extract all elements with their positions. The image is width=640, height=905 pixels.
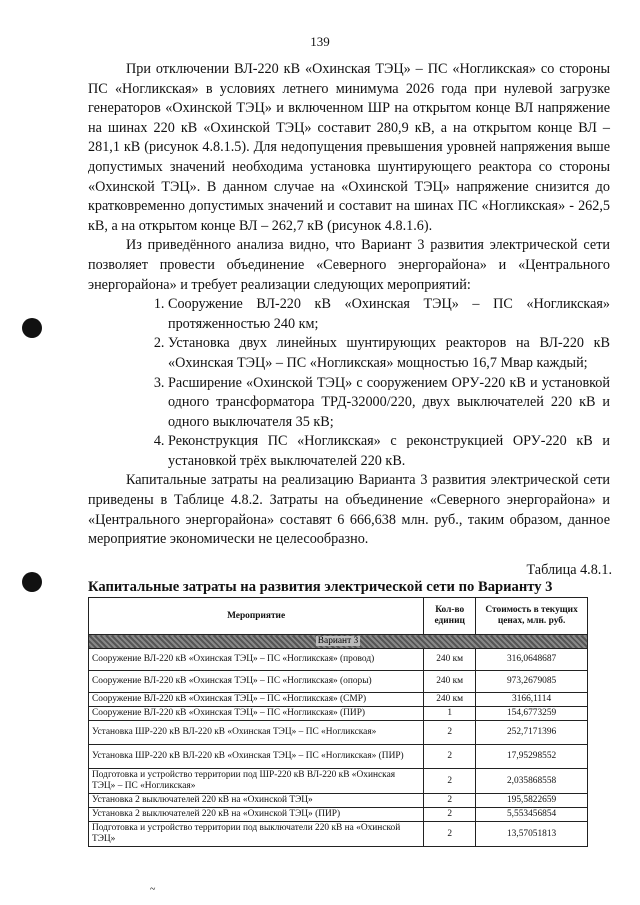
table-cell: 2	[424, 769, 476, 794]
column-header: Стоимость в текущих ценах, млн. руб.	[476, 598, 588, 635]
table-cell: 195,5822659	[476, 794, 588, 808]
table-row	[89, 671, 588, 693]
table-cell: 2	[424, 745, 476, 769]
table-cell: 2,035868558	[476, 769, 588, 794]
table-title: Капитальные затраты на развития электрической сети по Варианту 3	[88, 579, 553, 595]
list-item: 1. Сооружение ВЛ-220 кВ «Охинская ТЭЦ» – ПС «Ногликская» протяженностью 240 км;	[168, 295, 610, 334]
table-cell: 316,0648687	[476, 649, 588, 671]
table-cell: 2	[424, 721, 476, 745]
table-cell: 973,2679085	[476, 671, 588, 693]
table-cell: 2	[424, 822, 476, 847]
table-cell: 240 км	[424, 693, 476, 707]
variant-row	[89, 635, 588, 649]
list-item: 4. Реконструкция ПС «Ногликская» с реконструкцией ОРУ-220 кВ и установкой трёх выключателей 220 кВ.	[168, 432, 610, 471]
table-cell: 5,553456854	[476, 808, 588, 822]
table-cell: 2	[424, 794, 476, 808]
table-cell: Установка ШР-220 кВ ВЛ-220 кВ «Охинская ТЭЦ» – ПС «Ногликская»	[89, 721, 424, 745]
table-row	[89, 822, 588, 847]
table-row	[89, 693, 588, 707]
paragraph: Капитальные затраты на реализацию Варианта 3 развития электрической сети приведены в Таблице 4.8.2. Затраты на объединение «Северного энергорайона» и «Центрального энергорайона» составят 6 666,638 млн. руб., таким образом, данное мероприятие экономически не целесообразно.	[88, 472, 610, 548]
table-cell: 13,57051813	[476, 822, 588, 847]
binder-hole-bottom	[22, 572, 42, 592]
measures-list	[88, 295, 610, 471]
table-cell: 154,6773259	[476, 707, 588, 721]
table-cell: 17,95298552	[476, 745, 588, 769]
table-row	[89, 794, 588, 808]
table-row	[89, 769, 588, 794]
table-row	[89, 808, 588, 822]
binder-hole-top	[22, 318, 42, 338]
column-header: Мероприятие	[89, 598, 424, 635]
body-text	[88, 60, 610, 550]
table-row	[89, 649, 588, 671]
table-cell: Подготовка и устройство территории под ШР-220 кВ ВЛ-220 кВ «Охинская ТЭЦ» – ПС «Ногликская»	[89, 769, 424, 794]
column-header: Кол-во единиц	[424, 598, 476, 635]
table-cell: 240 км	[424, 671, 476, 693]
footer-mark: ~	[150, 884, 156, 895]
table-cell: Установка 2 выключателей 220 кВ на «Охинской ТЭЦ»	[89, 794, 424, 808]
table-cell: Сооружение ВЛ-220 кВ «Охинская ТЭЦ» – ПС «Ногликская» (провод)	[89, 649, 424, 671]
page-number: 139	[310, 34, 330, 49]
table-row	[89, 745, 588, 769]
table-cell: Сооружение ВЛ-220 кВ «Охинская ТЭЦ» – ПС «Ногликская» (ПИР)	[89, 707, 424, 721]
table-cell: Подготовка и устройство территории под выключатели 220 кВ на «Охинской ТЭЦ»	[89, 822, 424, 847]
table-label: Таблица 4.8.1.	[526, 562, 612, 578]
variant-label: Вариант 3	[317, 636, 359, 646]
table-cell: 1	[424, 707, 476, 721]
table-cell: Установка ШР-220 кВ ВЛ-220 кВ «Охинская ТЭЦ» – ПС «Ногликская» (ПИР)	[89, 745, 424, 769]
table-cell: 3166,1114	[476, 693, 588, 707]
table-cell: 2	[424, 808, 476, 822]
list-item: 2. Установка двух линейных шунтирующих реакторов на ВЛ-220 кВ «Охинская ТЭЦ» – ПС «Ногликская» мощностью 16,7 Мвар каждый;	[168, 334, 610, 373]
list-item: 3. Расширение «Охинской ТЭЦ» с сооружением ОРУ-220 кВ и установкой одного трансформатора ТРД-32000/220, двух выключателей 220 кВ и одного выключателя 35 кВ;	[168, 374, 610, 433]
capex-table	[88, 597, 588, 847]
table-cell: 252,7171396	[476, 721, 588, 745]
table-row	[89, 721, 588, 745]
paragraph: При отключении ВЛ-220 кВ «Охинская ТЭЦ» – ПС «Ногликская» со стороны ПС «Ногликская» в условиях летнего минимума 2026 года при нулевой загрузке генераторов «Охинской ТЭЦ» и включенном ШР на открытом конце ВЛ напряжение на шинах 220 кВ «Охинской ТЭЦ» составит 280,9 кВ, а на открытом конце ВЛ – 281,1 кВ (рисунок 4.8.1.5). Для недопущения превышения уровней напряжения выше допустимых значений необходима установка шунтирующего реактора со стороны «Охинской ТЭЦ». В данном случае на «Охинской ТЭЦ» напряжение снизится до кратковременно допустимых значений и составит на шинах ПС «Ногликская» - 262,5 кВ, а на открытом конце ВЛ – 262,7 кВ (рисунок 4.8.1.6).	[88, 61, 610, 234]
table-cell: Сооружение ВЛ-220 кВ «Охинская ТЭЦ» – ПС «Ногликская» (СМР)	[89, 693, 424, 707]
table-cell: 240 км	[424, 649, 476, 671]
table-row	[89, 707, 588, 721]
table-cell: Установка 2 выключателей 220 кВ на «Охинской ТЭЦ» (ПИР)	[89, 808, 424, 822]
paragraph: Из приведённого анализа видно, что Вариант 3 развития электрической сети позволяет провести объединение «Северного энергорайона» и «Центрального энергорайона» и требует реализации следующих мероприятий:	[88, 237, 610, 293]
table-cell: Сооружение ВЛ-220 кВ «Охинская ТЭЦ» – ПС «Ногликская» (опоры)	[89, 671, 424, 693]
